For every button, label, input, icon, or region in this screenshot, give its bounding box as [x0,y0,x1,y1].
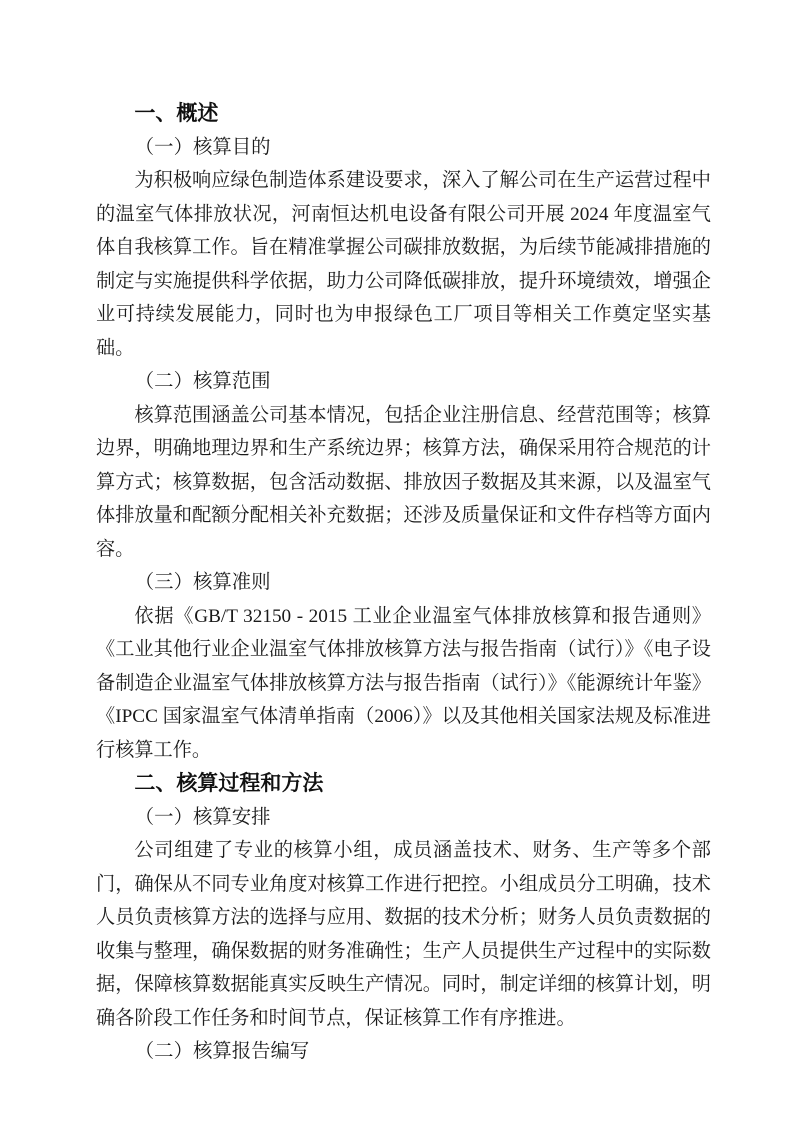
paragraph-accounting-purpose: 为积极响应绿色制造体系建设要求，深入了解公司在生产运营过程中的温室气体排放状况，河南恒达机电设备有限公司开展 2024 年度温室气体自我核算工作。旨在精准掌握公司碳排放数据，为后续节能减排措施的制定与实施提供科学依据，助力公司降低碳排放，提升环境绩效，增强企业可持续发展能力，同时也为申报绿色工厂项目等相关工作奠定坚实基础。 [96,170,711,359]
subheading-accounting-scope: （二）核算范围 [134,371,271,392]
paragraph-accounting-arrangement: 公司组建了专业的核算小组，成员涵盖技术、财务、生产等多个部门，确保从不同专业角度对核算工作进行把控。小组成员分工明确，技术人员负责核算方法的选择与应用、数据的技术分析；财务人员负责数据的收集与整理，确保数据的财务准确性；生产人员提供生产过程中的实际数据，保障核算数据能真实反映生产情况。同时，制定详细的核算计划，明确各阶段工作任务和时间节点，保证核算工作有序推进。 [96,840,711,1029]
subheading-accounting-purpose: （一）核算目的 [134,136,271,158]
paragraph-accounting-standards: 依据《GB/T 32150 - 2015 工业企业温室气体排放核算和报告通则》《工业其他行业企业温室气体排放核算方法与报告指南（试行）》《电子设备制造企业温室气体排放核算方法与报告指南（试行）》《能源统计年鉴》《IPCC 国家温室气体清单指南（2006）》以及其他相关国家法规及标准进行核算工作。 [96,605,711,761]
section-heading-overview: 一、概述 [134,102,219,125]
subheading-accounting-standards: （三）核算准则 [134,572,271,593]
section-heading-process-and-methods: 二、核算过程和方法 [134,772,324,795]
paragraph-accounting-scope: 核算范围涵盖公司基本情况，包括企业注册信息、经营范围等；核算边界，明确地理边界和生产系统边界；核算方法，确保采用符合规范的计算方式；核算数据，包含活动数据、排放因子数据及其来源，以及温室气体排放量和配额分配相关补充数据；还涉及质量保证和文件存档等方面内容。 [96,404,711,560]
subheading-accounting-arrangement: （一）核算安排 [134,806,271,828]
subheading-report-writing: （二）核算报告编写 [134,1041,310,1062]
